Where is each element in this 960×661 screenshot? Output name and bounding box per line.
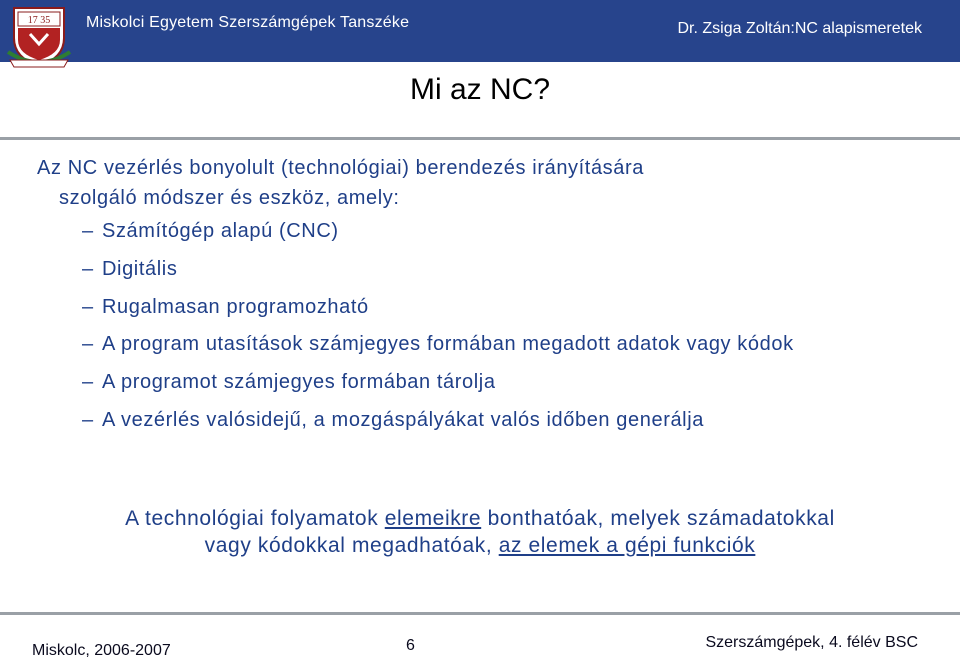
bullet-text: A programot számjegyes formában tárolja xyxy=(102,371,496,393)
bullet-text: Rugalmasan programozható xyxy=(102,296,369,318)
list-item xyxy=(82,369,942,395)
summary-text-3: vagy kódokkal megadhatóak, xyxy=(204,534,499,557)
footer-page-number: 6 xyxy=(406,637,415,654)
bullet-text: Számítógép alapú (CNC) xyxy=(102,220,339,242)
header-bar xyxy=(0,0,960,62)
summary-paragraph xyxy=(30,505,930,559)
footer-location: Miskolc, 2006-2007 xyxy=(32,642,171,659)
summary-underlined-2: az elemek a gépi funkciók xyxy=(498,534,756,557)
intro-line-1: Az NC vezérlés bonyolult (technológiai) berendezés irányítására xyxy=(37,157,644,179)
dash-icon: – xyxy=(82,220,94,242)
bullet-text: Digitális xyxy=(102,258,178,280)
intro-line-2: szolgáló módszer és eszköz, amely: xyxy=(59,187,400,209)
dash-icon: – xyxy=(82,371,94,393)
list-item xyxy=(82,294,942,320)
list-item xyxy=(82,332,942,357)
list-item xyxy=(82,256,942,282)
dash-icon: – xyxy=(82,409,94,431)
university-crest-icon xyxy=(6,0,72,70)
bottom-divider xyxy=(0,612,960,615)
summary-text-2: bonthatóak, melyek számadatokkal xyxy=(481,507,835,530)
slide-title: Mi az NC? xyxy=(409,73,551,106)
bullet-text: A program utasítások számjegyes formában megadott adatok vagy kódok xyxy=(102,333,794,355)
bullet-text: A vezérlés valósidejű, a mozgáspályákat valós időben generálja xyxy=(102,409,704,431)
header-author: Dr. Zsiga Zoltán:NC alapismeretek xyxy=(677,20,922,37)
dash-icon: – xyxy=(82,258,94,280)
summary-text-1: A technológiai folyamatok xyxy=(125,507,385,530)
list-item xyxy=(82,407,942,433)
dash-icon: – xyxy=(82,296,94,318)
summary-underlined-1: elemeikre xyxy=(384,507,482,530)
bullet-list xyxy=(82,218,942,445)
list-item xyxy=(82,218,942,244)
footer-course: Szerszámgépek, 4. félév BSC xyxy=(705,634,918,651)
crest-year-text: 17 35 xyxy=(27,15,51,26)
top-divider xyxy=(0,137,960,140)
dash-icon: – xyxy=(82,333,94,355)
header-institution: Miskolci Egyetem Szerszámgépek Tanszéke xyxy=(86,14,410,31)
intro-paragraph xyxy=(37,153,907,213)
